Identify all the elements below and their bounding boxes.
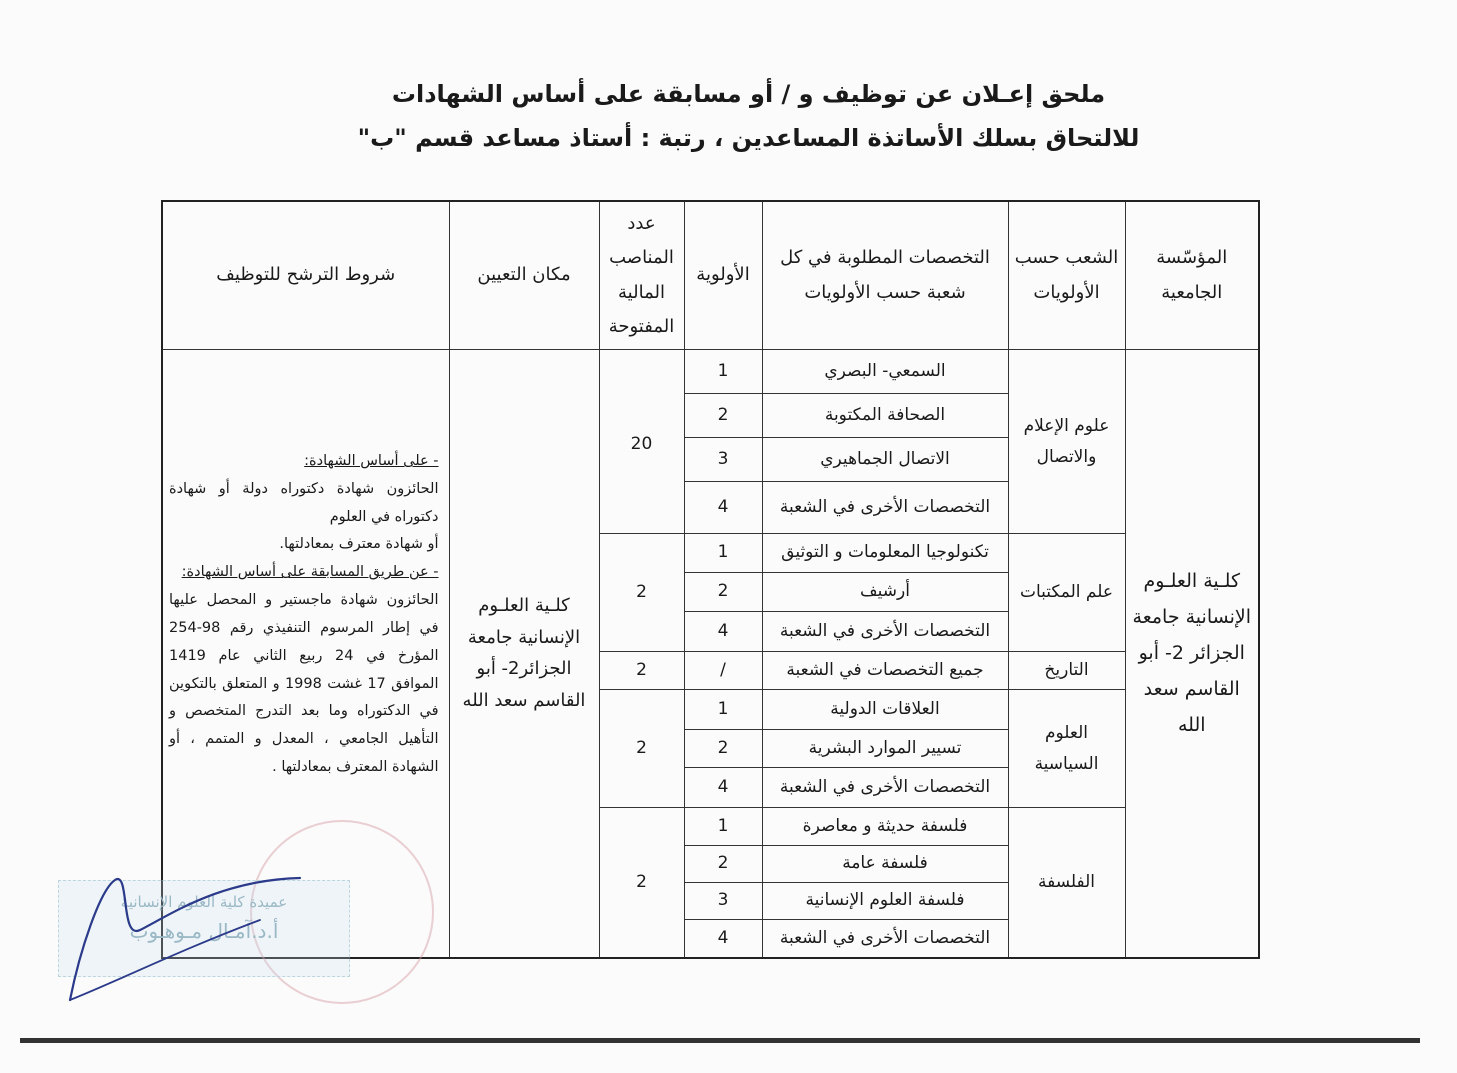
specialty-cell: السمعي- البصري: [762, 350, 1008, 394]
specialty-cell: التخصصات الأخرى في الشعبة: [762, 482, 1008, 534]
priority-cell: 1: [684, 350, 762, 394]
specialty-cell: التخصصات الأخرى في الشعبة: [762, 920, 1008, 958]
footer-rule: [20, 1038, 1420, 1043]
specialty-cell: التخصصات الأخرى في الشعبة: [762, 612, 1008, 652]
header-institution: المؤسّسة الجامعية: [1125, 201, 1259, 350]
priority-cell: 1: [684, 534, 762, 573]
priority-cell: 4: [684, 920, 762, 958]
header-conditions: شروط الترشح للتوظيف: [162, 201, 449, 350]
table-header-row: [162, 201, 1259, 350]
priority-cell: 3: [684, 883, 762, 920]
priority-cell: 4: [684, 482, 762, 534]
field-cell: العلوم السياسية: [1008, 690, 1125, 808]
institution-cell: كلـية العلـوم الإنسانية جامعة الجزائر 2- أبو القاسم سعد الله: [1125, 350, 1259, 958]
posts-cell: 2: [599, 690, 684, 808]
priority-cell: 2: [684, 730, 762, 768]
specialty-cell: الاتصال الجماهيري: [762, 438, 1008, 482]
stamp-name: أ.د.آمـال مـوهـوب: [129, 919, 279, 943]
field-cell: الفلسفة: [1008, 808, 1125, 958]
priority-cell: /: [684, 652, 762, 690]
specialty-cell: فلسفة عامة: [762, 846, 1008, 883]
posts-cell: 2: [599, 652, 684, 690]
conditions-text: أو شهادة معترف بمعادلتها.: [279, 536, 439, 553]
specialty-cell: جميع التخصصات في الشعبة: [762, 652, 1008, 690]
specialty-cell: الصحافة المكتوبة: [762, 394, 1008, 438]
priority-cell: 2: [684, 573, 762, 612]
priority-cell: 2: [684, 394, 762, 438]
priority-cell: 4: [684, 612, 762, 652]
handwritten-signature: [60, 860, 320, 1010]
field-cell: التاريخ: [1008, 652, 1125, 690]
conditions-text: الحائزون شهادة ماجستير و المحصل عليها في إطار المرسوم التنفيذي رقم 98-254 المؤرخ في 24 ربيع الثاني عام 1419 الموافق 17 غشت 1998 و المتعلق بالتكوين في الدكتوراه وما بعد التدرج المتخصص و التأهيل الجامعي ، المعدل و المتمم ، أو الشهادة المعترف بمعادلتها .: [169, 592, 439, 776]
header-place: مكان التعيين: [449, 201, 599, 350]
table-row: [162, 350, 1259, 394]
posts-cell: 2: [599, 808, 684, 958]
specialty-cell: العلاقات الدولية: [762, 690, 1008, 730]
specialty-cell: فلسفة حديثة و معاصرة: [762, 808, 1008, 846]
header-branches: الشعب حسب الأولويات: [1008, 201, 1125, 350]
header-priority: الأولوية: [684, 201, 762, 350]
conditions-heading-competition: - عن طريق المسابقة على أساس الشهادة:: [181, 564, 439, 581]
specialty-cell: تكنولوجيا المعلومات و التوثيق: [762, 534, 1008, 573]
specialty-cell: فلسفة العلوم الإنسانية: [762, 883, 1008, 920]
posts-cell: 20: [599, 350, 684, 534]
announcement-title: ملحق إعـلان عن توظيف و / أو مسابقة على أساس الشهادات: [391, 80, 1106, 108]
place-cell: كلـية العلـوم الإنسانية جامعة الجزائر2- أبو القاسم سعد الله: [449, 350, 599, 958]
specialty-cell: أرشيف: [762, 573, 1008, 612]
header-specialties: التخصصات المطلوبة في كل شعبة حسب الأولويات: [762, 201, 1008, 350]
conditions-text: الحائزون شهادة دكتوراه دولة أو شهادة دكتوراه في العلوم: [169, 480, 439, 525]
announcement-subtitle: للالتحاق بسلك الأساتذة المساعدين ، رتبة : أستاذ مساعد قسم "ب": [357, 124, 1140, 152]
priority-cell: 4: [684, 768, 762, 808]
field-cell: علم المكتبات: [1008, 534, 1125, 652]
header-posts: عدد المناصب المالية المفتوحة: [599, 201, 684, 350]
priority-cell: 1: [684, 808, 762, 846]
stamp-title: عميدة كلية العلوم الإنسانية: [120, 893, 288, 911]
field-cell: علوم الإعلام والاتصال: [1008, 350, 1125, 534]
posts-cell: 2: [599, 534, 684, 652]
specialty-cell: تسيير الموارد البشرية: [762, 730, 1008, 768]
conditions-heading-certificate: - على أساس الشهادة:: [304, 453, 439, 469]
priority-cell: 2: [684, 846, 762, 883]
priority-cell: 1: [684, 690, 762, 730]
priority-cell: 3: [684, 438, 762, 482]
specialty-cell: التخصصات الأخرى في الشعبة: [762, 768, 1008, 808]
